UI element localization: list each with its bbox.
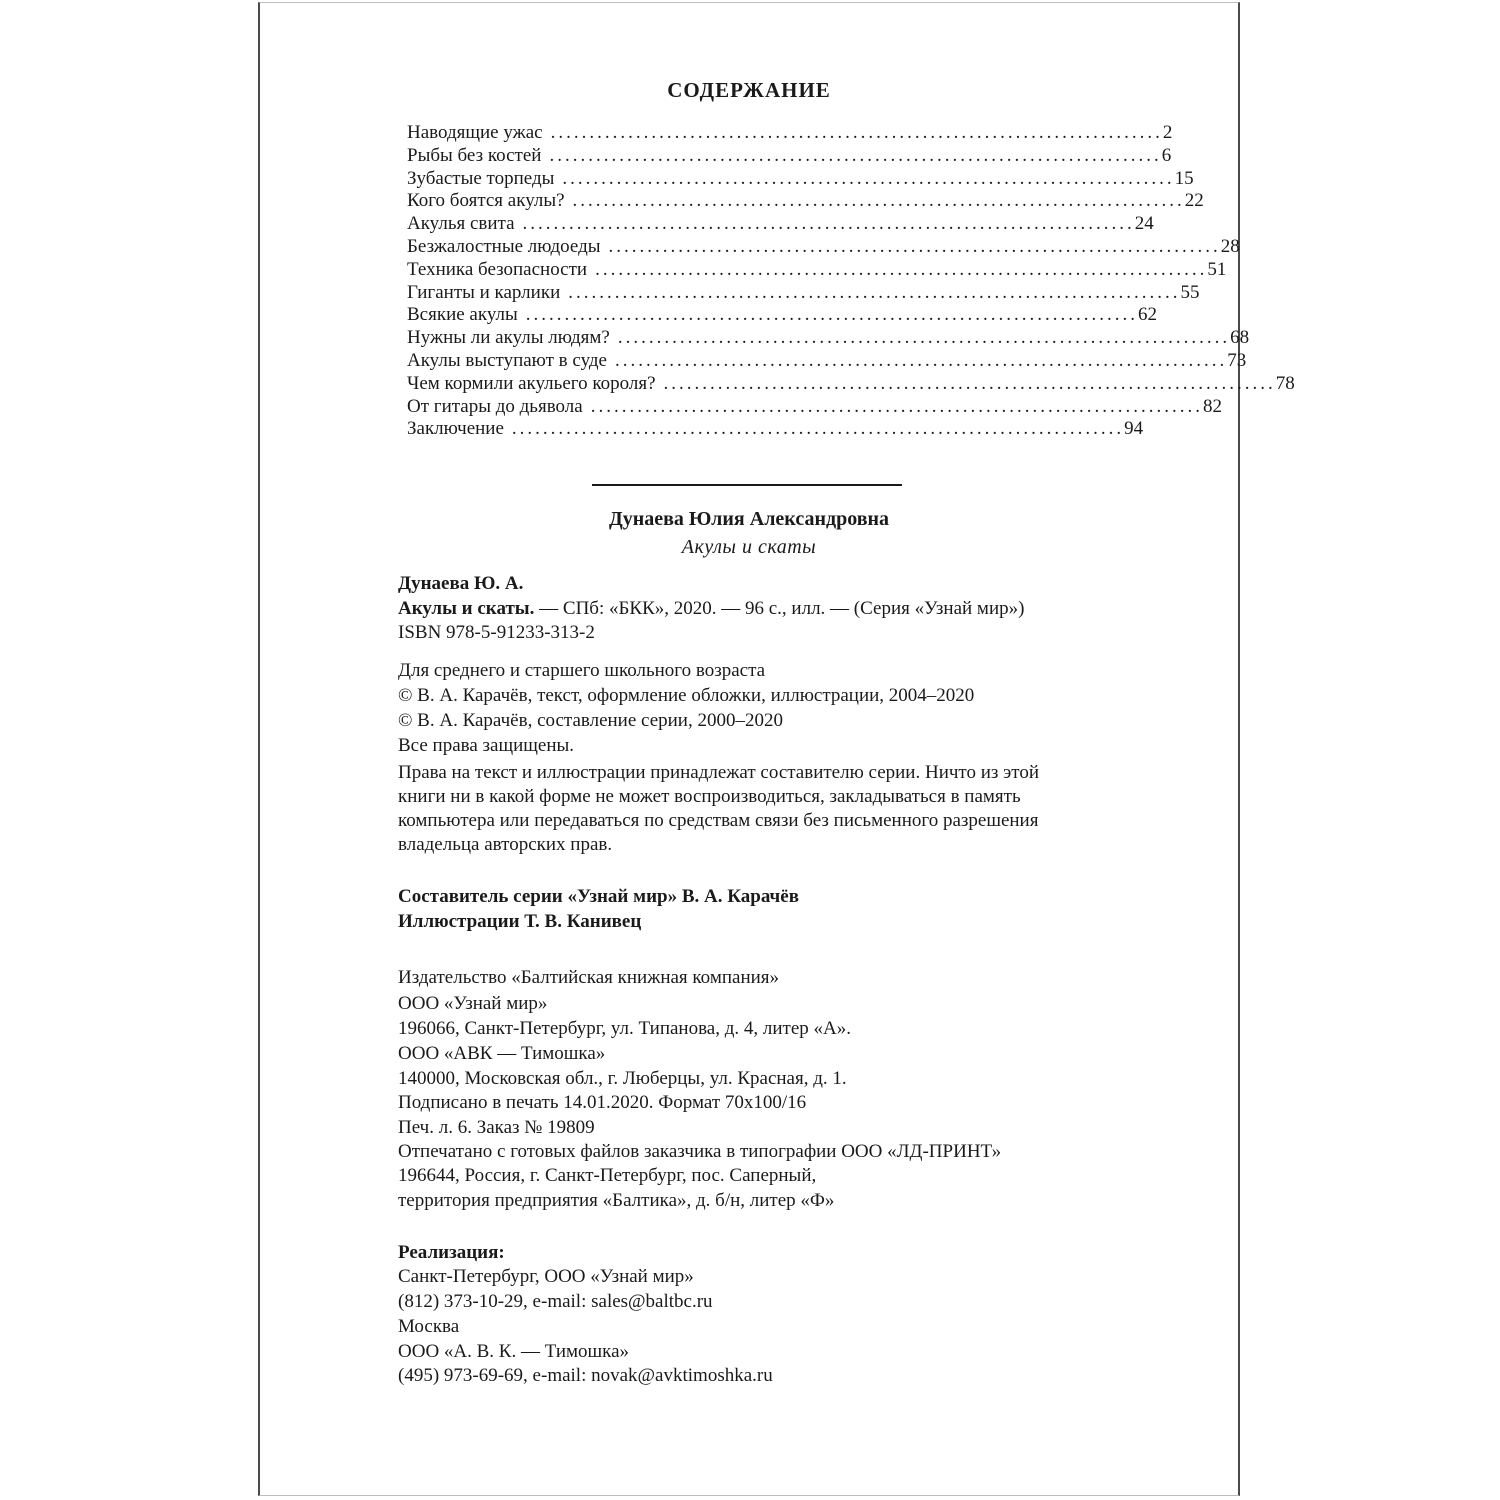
table-of-contents — [407, 122, 1295, 441]
sales-line: (812) 373-10-29, e-mail: sales@baltbc.ru — [398, 1291, 713, 1312]
publisher-line: 196066, Санкт-Петербург, ул. Типанова, д. 4, литер «А». — [398, 1018, 852, 1039]
toc-entry — [407, 372, 1295, 396]
toc-entry — [407, 327, 1250, 350]
toc-leader-dots: ............................................................................... — [568, 281, 1181, 303]
toc-entry-page: 68 — [1230, 327, 1250, 349]
toc-entry-title: Заключение — [407, 418, 504, 440]
toc-entry-title: Кого боятся акулы? — [407, 190, 565, 212]
rights-notice-line: Права на текст и иллюстрации принадлежат составителю серии. Ничто из этой — [398, 762, 1040, 783]
sales-line: ООО «А. В. К. — Тимошка» — [398, 1341, 630, 1362]
toc-entry-title: Всякие акулы — [407, 304, 518, 326]
toc-entry — [407, 190, 1204, 213]
publisher-line: Подписано в печать 14.01.2020. Формат 70х100/16 — [398, 1092, 807, 1113]
toc-entry-title: От гитары до дьявола — [407, 395, 583, 417]
toc-entry-title: Рыбы без костей — [407, 144, 542, 166]
toc-entry — [407, 418, 1144, 441]
rights-notice-line: компьютера или передаваться по средствам связи без письменного разрешения — [398, 810, 1039, 831]
toc-leader-dots: ............................................................................... — [608, 235, 1221, 257]
publisher-line: ООО «Узнай мир» — [398, 993, 548, 1014]
publisher-line: ООО «АВК — Тимошка» — [398, 1043, 606, 1064]
toc-leader-dots: ............................................................................... — [572, 190, 1185, 212]
book-author: Дунаева Юлия Александровна — [608, 508, 890, 530]
audience-note: Для среднего и старшего школьного возраста — [398, 660, 766, 681]
toc-entry — [407, 235, 1240, 259]
toc-leader-dots: ............................................................................... — [617, 327, 1231, 349]
toc-entry-page: 78 — [1275, 372, 1295, 394]
publisher-line: территория предприятия «Балтика», д. б/н, литер «Ф» — [398, 1190, 835, 1211]
toc-leader-dots: ............................................................................... — [525, 304, 1138, 326]
publisher-line: Издательство «Балтийская книжная компания» — [398, 967, 780, 988]
toc-entry — [407, 144, 1172, 168]
toc-entry — [407, 167, 1194, 191]
publisher-line: Печ. л. 6. Заказ № 19809 — [398, 1117, 595, 1138]
toc-leader-dots: ............................................................................... — [562, 167, 1175, 189]
toc-entry-page: 28 — [1220, 235, 1240, 257]
toc-entry — [407, 304, 1157, 327]
toc-entry-page: 82 — [1202, 395, 1222, 417]
toc-entry-title: Чем кормили акульего короля? — [407, 372, 656, 394]
toc-leader-dots: ............................................................................... — [614, 349, 1228, 371]
toc-entry-title: Зубастые торпеды — [407, 167, 555, 189]
publisher-line: Отпечатано с готовых файлов заказчика в типографии ООО «ЛД-ПРИНТ» — [398, 1141, 1002, 1162]
biblio-author: Дунаева Ю. А. — [398, 573, 524, 594]
toc-leader-dots: ............................................................................... — [663, 372, 1276, 394]
toc-entry-title: Техника безопасности — [407, 258, 588, 280]
toc-entry — [407, 349, 1247, 373]
publisher-line: 196644, Россия, г. Санкт-Петербург, пос. Саперный, — [398, 1165, 817, 1186]
section-divider — [592, 484, 902, 486]
biblio-imprint: — СПб: «БКК», 2020. — 96 с., илл. — (Серия «Узнай мир») — [534, 598, 1025, 619]
toc-leader-dots: ............................................................................... — [550, 122, 1163, 143]
sales-line: Санкт-Петербург, ООО «Узнай мир» — [398, 1266, 694, 1287]
toc-heading: СОДЕРЖАНИЕ — [667, 78, 831, 102]
toc-entry-title: Акулы выступают в суде — [407, 349, 607, 371]
toc-entry-page: 6 — [1161, 144, 1172, 166]
toc-entry-page: 15 — [1174, 167, 1194, 189]
series-compiler: Составитель серии «Узнай мир» В. А. Карачёв — [398, 886, 799, 907]
toc-leader-dots: ............................................................................... — [590, 395, 1203, 417]
toc-leader-dots: ............................................................................... — [595, 258, 1208, 280]
toc-entry-page: 94 — [1124, 418, 1144, 440]
rights-notice-line: книги ни в какой форме не может воспроизводиться, закладываться в память — [398, 786, 1021, 807]
toc-entry — [407, 281, 1200, 305]
publisher-line: 140000, Московская обл., г. Люберцы, ул. Красная, д. 1. — [398, 1068, 847, 1089]
toc-entry-title: Гиганты и карлики — [407, 281, 561, 303]
illustrator-credit: Иллюстрации Т. В. Канивец — [398, 911, 642, 932]
copyright-line: © В. А. Карачёв, составление серии, 2000–2020 — [398, 710, 783, 731]
toc-entry-title: Безжалостные людоеды — [407, 235, 601, 257]
toc-leader-dots: ............................................................................... — [511, 418, 1125, 440]
toc-entry-page: 24 — [1134, 213, 1154, 235]
toc-entry — [407, 122, 1173, 145]
sales-heading: Реализация: — [398, 1242, 505, 1263]
sales-line: Москва — [398, 1316, 460, 1337]
toc-entry — [407, 395, 1222, 419]
toc-entry — [407, 258, 1227, 282]
biblio-title: Акулы и скаты. — [398, 598, 535, 619]
sales-line: (495) 973-69-69, e-mail: novak@avktimoshka.ru — [398, 1365, 773, 1386]
isbn: ISBN 978-5-91233-313-2 — [398, 622, 595, 643]
toc-entry-page: 22 — [1184, 190, 1204, 212]
toc-entry-title: Наводящие ужас — [407, 122, 543, 143]
toc-leader-dots: ............................................................................... — [522, 213, 1135, 235]
toc-entry-title: Нужны ли акулы людям? — [407, 327, 610, 349]
toc-entry-page: 73 — [1227, 349, 1247, 371]
toc-leader-dots: ............................................................................... — [549, 144, 1162, 166]
toc-entry-title: Акулья свита — [407, 213, 515, 235]
rights-reserved: Все права защищены. — [398, 735, 575, 756]
toc-entry-page: 62 — [1137, 304, 1157, 326]
book-title: Акулы и скаты — [681, 536, 817, 558]
biblio-record — [398, 598, 1024, 620]
toc-entry-page: 51 — [1207, 258, 1227, 280]
copyright-line: © В. А. Карачёв, текст, оформление обложки, иллюстрации, 2004–2020 — [398, 685, 975, 706]
rights-notice-line: владельца авторских прав. — [398, 834, 613, 855]
toc-entry — [407, 213, 1154, 236]
toc-entry-page: 55 — [1180, 281, 1200, 303]
toc-entry-page: 2 — [1162, 122, 1173, 143]
